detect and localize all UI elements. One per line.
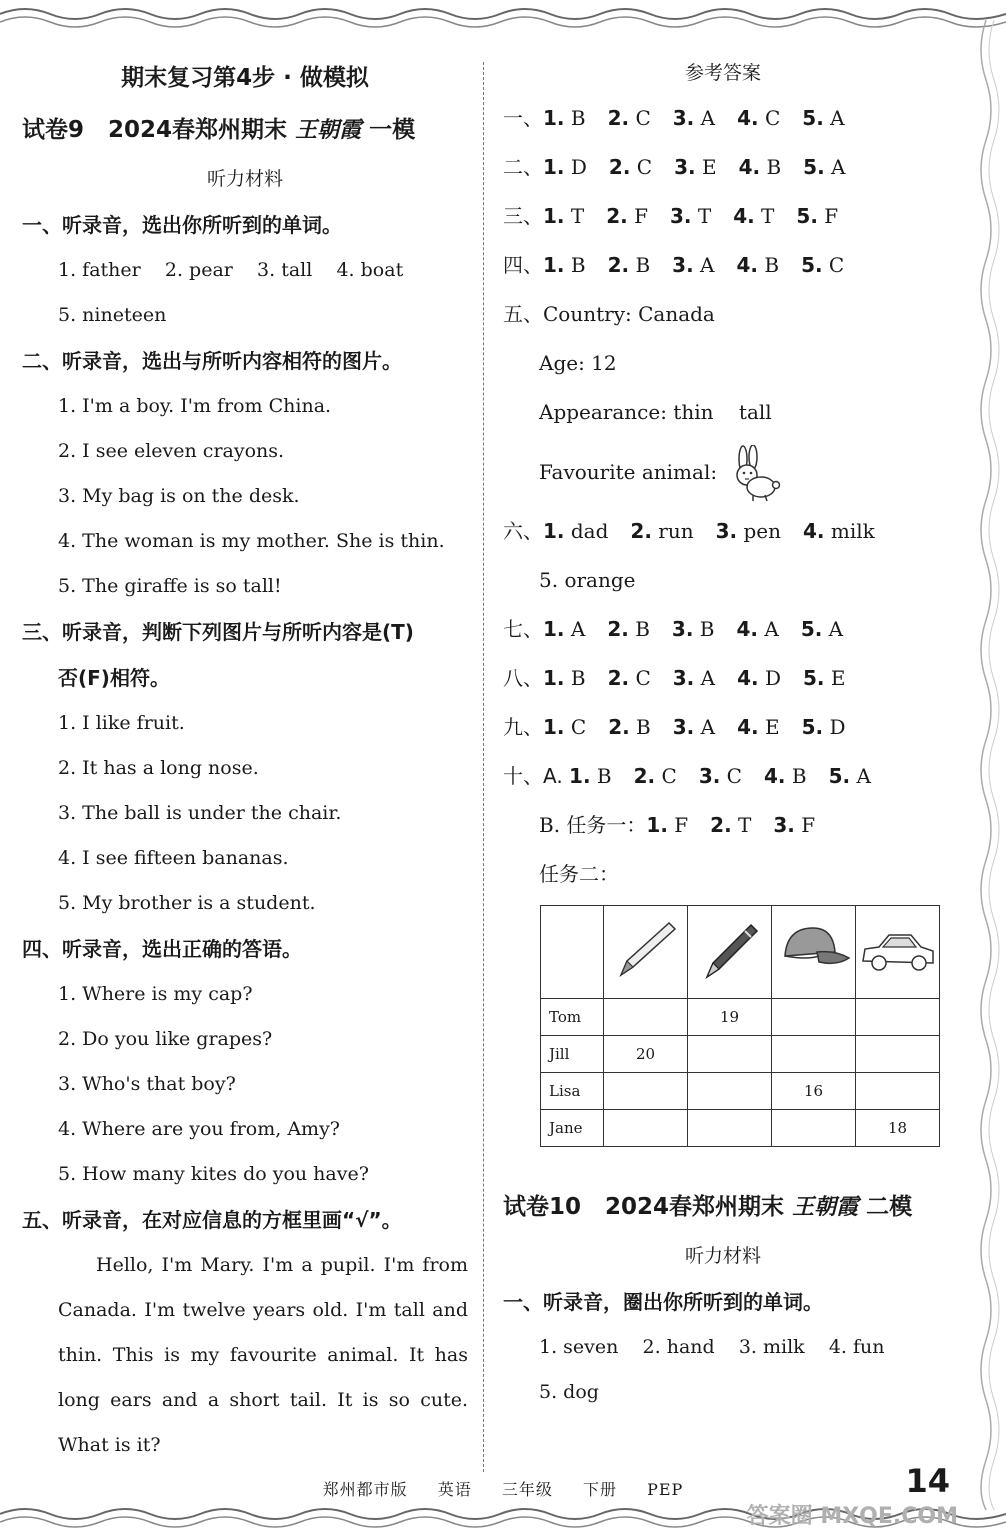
answer-item-number: 1.	[543, 106, 565, 130]
section-4-item: 4. Where are you from, Amy?	[58, 1118, 340, 1140]
answer-row-10	[503, 752, 943, 801]
answer-row-1	[503, 94, 943, 143]
table-row	[541, 1036, 940, 1073]
table-cell	[688, 1073, 772, 1110]
answer-row-8	[503, 654, 943, 703]
section-4-item: 2. Do you like grapes?	[58, 1028, 273, 1050]
answer-item-number: 4.	[737, 666, 759, 690]
answer-item-number: 5.	[801, 253, 823, 277]
table-pic-cell	[856, 906, 940, 999]
section-2-item: 1. I'm a boy. I'm from China.	[58, 395, 332, 417]
answer-row-lead: 八、	[503, 666, 543, 690]
brand-logo: 王朝霞	[792, 1194, 859, 1220]
listening-subtitle: 听力材料	[206, 168, 283, 190]
rabbit-icon	[723, 445, 785, 503]
answer-item-number: 3.	[674, 155, 696, 179]
answer-item-number: 4.	[803, 519, 825, 543]
section-3-title: 三、听录音，判断下列图片与所听内容是(T)	[22, 620, 414, 644]
answer-item: 1. A	[543, 617, 586, 641]
section-2-title: 二、听录音，选出与所听内容相符的图片。	[22, 349, 402, 373]
answer-item-number: 2.	[607, 253, 630, 277]
answer-item-number: 3.	[672, 715, 695, 739]
answer-item-number: 2.	[607, 106, 630, 130]
answer-item: 5. C	[801, 253, 845, 277]
answer-item: 1. T	[543, 204, 585, 228]
answer-item: 1. B	[543, 666, 586, 690]
answer-item: 3. C	[698, 764, 742, 788]
section-1-title: 一、听录音，选出你所听到的单词。	[22, 213, 342, 237]
listening-subtitle-2: 听力材料	[684, 1245, 761, 1267]
answer-item: 2. C	[607, 666, 651, 690]
answer-item: 4. B	[738, 155, 782, 179]
column-divider	[483, 62, 484, 1472]
footer-edition: 郑州都市版	[322, 1480, 408, 1499]
answer-row-lead: 三、	[503, 204, 543, 228]
answer-item-number: 3.	[715, 519, 738, 543]
answer-five-animal	[503, 437, 943, 507]
section-3-item: 4. I see fifteen bananas.	[58, 847, 289, 869]
answer-item: 4. A	[736, 617, 779, 641]
answer-item: 2. C	[608, 155, 653, 179]
table-cell	[856, 999, 940, 1036]
answer-item: 2. F	[606, 204, 648, 228]
answer-item-number: 3.	[669, 204, 692, 228]
paper10-section-1-title: 一、听录音，圈出你所听到的单词。	[503, 1290, 823, 1314]
section-3-item: 3. The ball is under the chair.	[58, 802, 342, 824]
answer-item-number: 1.	[543, 253, 565, 277]
answer-title: 参考答案	[684, 62, 761, 84]
answer-six-5: 5. orange	[539, 568, 636, 592]
answer-item: 1. C	[543, 715, 587, 739]
answer-item: 5. A	[828, 764, 871, 788]
answer-item: 3. A	[672, 666, 716, 690]
paper10-section-1-line-1: 1. seven 2. hand 3. milk 4. fun	[539, 1336, 885, 1358]
answer-item: 3. T	[669, 204, 712, 228]
footer-grade: 三年级	[501, 1480, 553, 1499]
table-name-cell: Tom	[541, 999, 604, 1036]
answer-item-number: 4.	[736, 253, 758, 277]
answer-item: 4. T	[733, 204, 775, 228]
table-cell: 16	[772, 1073, 856, 1110]
footer-subject: 英语	[437, 1480, 472, 1499]
section-3-title-cont: 否(F)相符。	[58, 666, 170, 690]
table-cell	[856, 1036, 940, 1073]
brand-logo: 王朝霞	[295, 117, 362, 143]
table-header-row	[541, 906, 940, 999]
answer-row-2	[503, 143, 943, 192]
section-2-item: 2. I see eleven crayons.	[58, 440, 285, 462]
answer-row-lead: 一、	[503, 106, 543, 130]
table-cell	[856, 1073, 940, 1110]
task-1-lead: B. 任务一：	[539, 813, 647, 837]
answer-row-lead: 四、	[503, 253, 543, 277]
table-row	[541, 999, 940, 1036]
paper10-title-post: 二模	[866, 1194, 913, 1220]
answer-item: 5. A	[800, 617, 844, 641]
answer-item-number: 2.	[630, 519, 652, 543]
answer-item: 3. A	[672, 106, 716, 130]
answer-row-9	[503, 703, 943, 752]
answer-item-number: 2.	[608, 155, 631, 179]
section-2-item: 3. My bag is on the desk.	[58, 485, 300, 507]
answer-item-number: 1.	[543, 617, 565, 641]
answer-item-number: 3.	[672, 666, 695, 690]
answer-item: 1. D	[543, 155, 587, 179]
answer-item: 2. run	[630, 519, 694, 543]
answer-item-number: 2.	[608, 715, 630, 739]
table-row	[541, 1110, 940, 1147]
table-cell	[688, 1036, 772, 1073]
answer-item: 1. B	[543, 106, 586, 130]
table-name-cell: Lisa	[541, 1073, 604, 1110]
answer-item-number: 2.	[710, 813, 732, 837]
answer-item-number: 1.	[569, 764, 591, 788]
answer-five-country	[503, 290, 943, 339]
answer-item: 3. E	[674, 155, 717, 179]
answer-row-lead: 五、	[503, 302, 543, 326]
answer-item: 4. B	[764, 764, 807, 788]
page-number: 14	[905, 1462, 950, 1500]
answer-five-appearance: Appearance: thin tall	[539, 400, 772, 424]
section-2-item: 4. The woman is my mother. She is thin.	[58, 530, 445, 552]
footer-pep: PEP	[647, 1480, 684, 1499]
answer-item: 4. C	[737, 106, 781, 130]
answer-item: 2. B	[607, 253, 651, 277]
answer-item: 4. milk	[803, 519, 875, 543]
paper10-title-pre: 2024春郑州期末	[605, 1194, 785, 1220]
answer-item: 1. dad	[543, 519, 609, 543]
section-4-title: 四、听录音，选出正确的答语。	[22, 937, 302, 961]
answer-item-number: 4.	[737, 106, 759, 130]
answer-item-number: 5.	[796, 204, 818, 228]
answer-item-number: 1.	[543, 155, 565, 179]
answer-task-2: 任务二：	[539, 862, 619, 886]
step-title: 期末复习第4步 · 做模拟	[121, 65, 369, 91]
answer-six	[503, 507, 943, 556]
right-column	[503, 52, 943, 1415]
answer-item-number: 4.	[738, 155, 761, 179]
table-row	[541, 1073, 940, 1110]
answer-item-number: 2.	[607, 666, 630, 690]
answer-item: 2. B	[608, 715, 651, 739]
footer	[0, 1477, 1006, 1500]
answer-row-lead: 六、	[503, 519, 543, 543]
pencil-icon	[611, 915, 681, 985]
paper10-label: 试卷10	[503, 1194, 582, 1220]
answer-row-lead: 九、	[503, 715, 543, 739]
table-cell	[604, 1110, 688, 1147]
answer-item-number: 3.	[672, 106, 695, 130]
answer-item-number: 2.	[607, 617, 629, 641]
paper9-title-post: 一模	[369, 117, 416, 143]
answer-item: 5. F	[796, 204, 839, 228]
table-cell	[772, 1036, 856, 1073]
pen-icon	[695, 915, 765, 985]
answer-item: 5. E	[803, 666, 846, 690]
paper10-title	[503, 1181, 943, 1233]
table-pic-cell	[772, 906, 856, 999]
car-icon	[859, 923, 937, 977]
answer-item-number: 5.	[803, 666, 825, 690]
answer-item: 1. B	[543, 253, 586, 277]
footer-volume: 下册	[583, 1480, 618, 1499]
answer-task-1	[503, 801, 943, 850]
section-4-item: 1. Where is my cap?	[58, 983, 253, 1005]
table-corner-cell	[541, 906, 604, 999]
answer-item-number: 1.	[543, 204, 565, 228]
table-cell	[688, 1110, 772, 1147]
answer-item-number: 3.	[671, 617, 694, 641]
answer-row-4	[503, 241, 943, 290]
section-1-line-1: 1. father 2. pear 3. tall 4. boat	[58, 259, 404, 281]
table-cell: 20	[604, 1036, 688, 1073]
answer-item: 4. E	[737, 715, 780, 739]
answer-item-number: 1.	[543, 519, 565, 543]
answer-item-number: 3.	[773, 813, 795, 837]
answer-item: 3. B	[671, 617, 715, 641]
answer-item-number: 4.	[764, 764, 786, 788]
table-cell	[772, 1110, 856, 1147]
table-pic-cell	[688, 906, 772, 999]
answer-item-number: 5.	[801, 715, 824, 739]
answer-item-number: 5.	[803, 155, 825, 179]
answer-item: 5. A	[802, 106, 845, 130]
side-wave-border	[966, 20, 1006, 1510]
answer-item: 4. D	[737, 666, 782, 690]
paper9-title-pre: 2024春郑州期末	[108, 117, 288, 143]
answer-item: 1. B	[569, 764, 612, 788]
table-name-cell: Jane	[541, 1110, 604, 1147]
left-column	[22, 52, 468, 1468]
answer-item-number: 1.	[543, 666, 565, 690]
section-5-passage: Hello, I'm Mary. I'm a pupil. I'm from Canada. I'm twelve years old. I'm tall and thin. This is my favourite animal. It has long ears and a short tail. It is so cute. What is it?	[58, 1254, 468, 1456]
paper9-title	[22, 104, 468, 156]
section-1-line-2: 5. nineteen	[58, 304, 167, 326]
table-cell: 18	[856, 1110, 940, 1147]
table-cell	[772, 999, 856, 1036]
answer-item-number: 4.	[737, 715, 759, 739]
answer-item-number: 3.	[672, 253, 694, 277]
answer-item: 4. B	[736, 253, 780, 277]
answer-item: 3. A	[672, 715, 716, 739]
table-name-cell: Jill	[541, 1036, 604, 1073]
answer-country: Country: Canada	[543, 302, 715, 326]
answer-item-number: 2.	[633, 764, 656, 788]
answer-row-3	[503, 192, 943, 241]
paper9-label: 试卷9	[22, 117, 85, 143]
answer-item: 2. B	[607, 617, 650, 641]
watermark: 答案圈 MXQE.COM	[746, 1504, 958, 1529]
table-pic-cell	[604, 906, 688, 999]
answer-item-number: 1.	[543, 715, 565, 739]
answer-item-number: 1.	[646, 813, 668, 837]
section-5-title: 五、听录音，在对应信息的方框里画“√”。	[22, 1208, 402, 1232]
answer-item: 5. D	[801, 715, 846, 739]
table-cell: 19	[688, 999, 772, 1036]
answer-table	[540, 905, 940, 1147]
table-cell	[604, 999, 688, 1036]
answer-item-number: 4.	[733, 204, 755, 228]
answer-item: 3. A	[672, 253, 715, 277]
answer-item-number: 4.	[736, 617, 758, 641]
paper10-section-1-line-2: 5. dog	[539, 1381, 599, 1403]
section-4-item: 3. Who's that boy?	[58, 1073, 236, 1095]
answer-item-number: 3.	[698, 764, 721, 788]
answer-item: 3. pen	[715, 519, 782, 543]
answer-item: 2. C	[607, 106, 651, 130]
section-2-item: 5. The giraffe is so tall!	[58, 575, 282, 597]
section-4-item: 5. How many kites do you have?	[58, 1163, 369, 1185]
section-3-item: 2. It has a long nose.	[58, 757, 259, 779]
answer-item: 1. F	[646, 813, 689, 837]
answer-five-age: Age: 12	[539, 351, 617, 375]
answer-item-number: 5.	[828, 764, 851, 788]
answer-item: 5. A	[803, 155, 846, 179]
cap-icon	[777, 920, 851, 980]
answer-item: 2. C	[633, 764, 677, 788]
answer-item-number: 5.	[802, 106, 824, 130]
section-3-item: 5. My brother is a student.	[58, 892, 316, 914]
answer-row-lead: 十、A.	[503, 764, 570, 788]
answer-item: 2. T	[710, 813, 752, 837]
answer-row-7	[503, 605, 943, 654]
answer-animal-label: Favourite animal:	[539, 460, 718, 484]
answer-item-number: 5.	[800, 617, 823, 641]
section-3-item: 1. I like fruit.	[58, 712, 185, 734]
top-wave-border	[0, 0, 1006, 40]
answer-item-number: 2.	[606, 204, 628, 228]
answer-row-lead: 二、	[503, 155, 543, 179]
table-cell	[604, 1073, 688, 1110]
answer-item: 3. F	[773, 813, 816, 837]
answer-row-lead: 七、	[503, 617, 543, 641]
